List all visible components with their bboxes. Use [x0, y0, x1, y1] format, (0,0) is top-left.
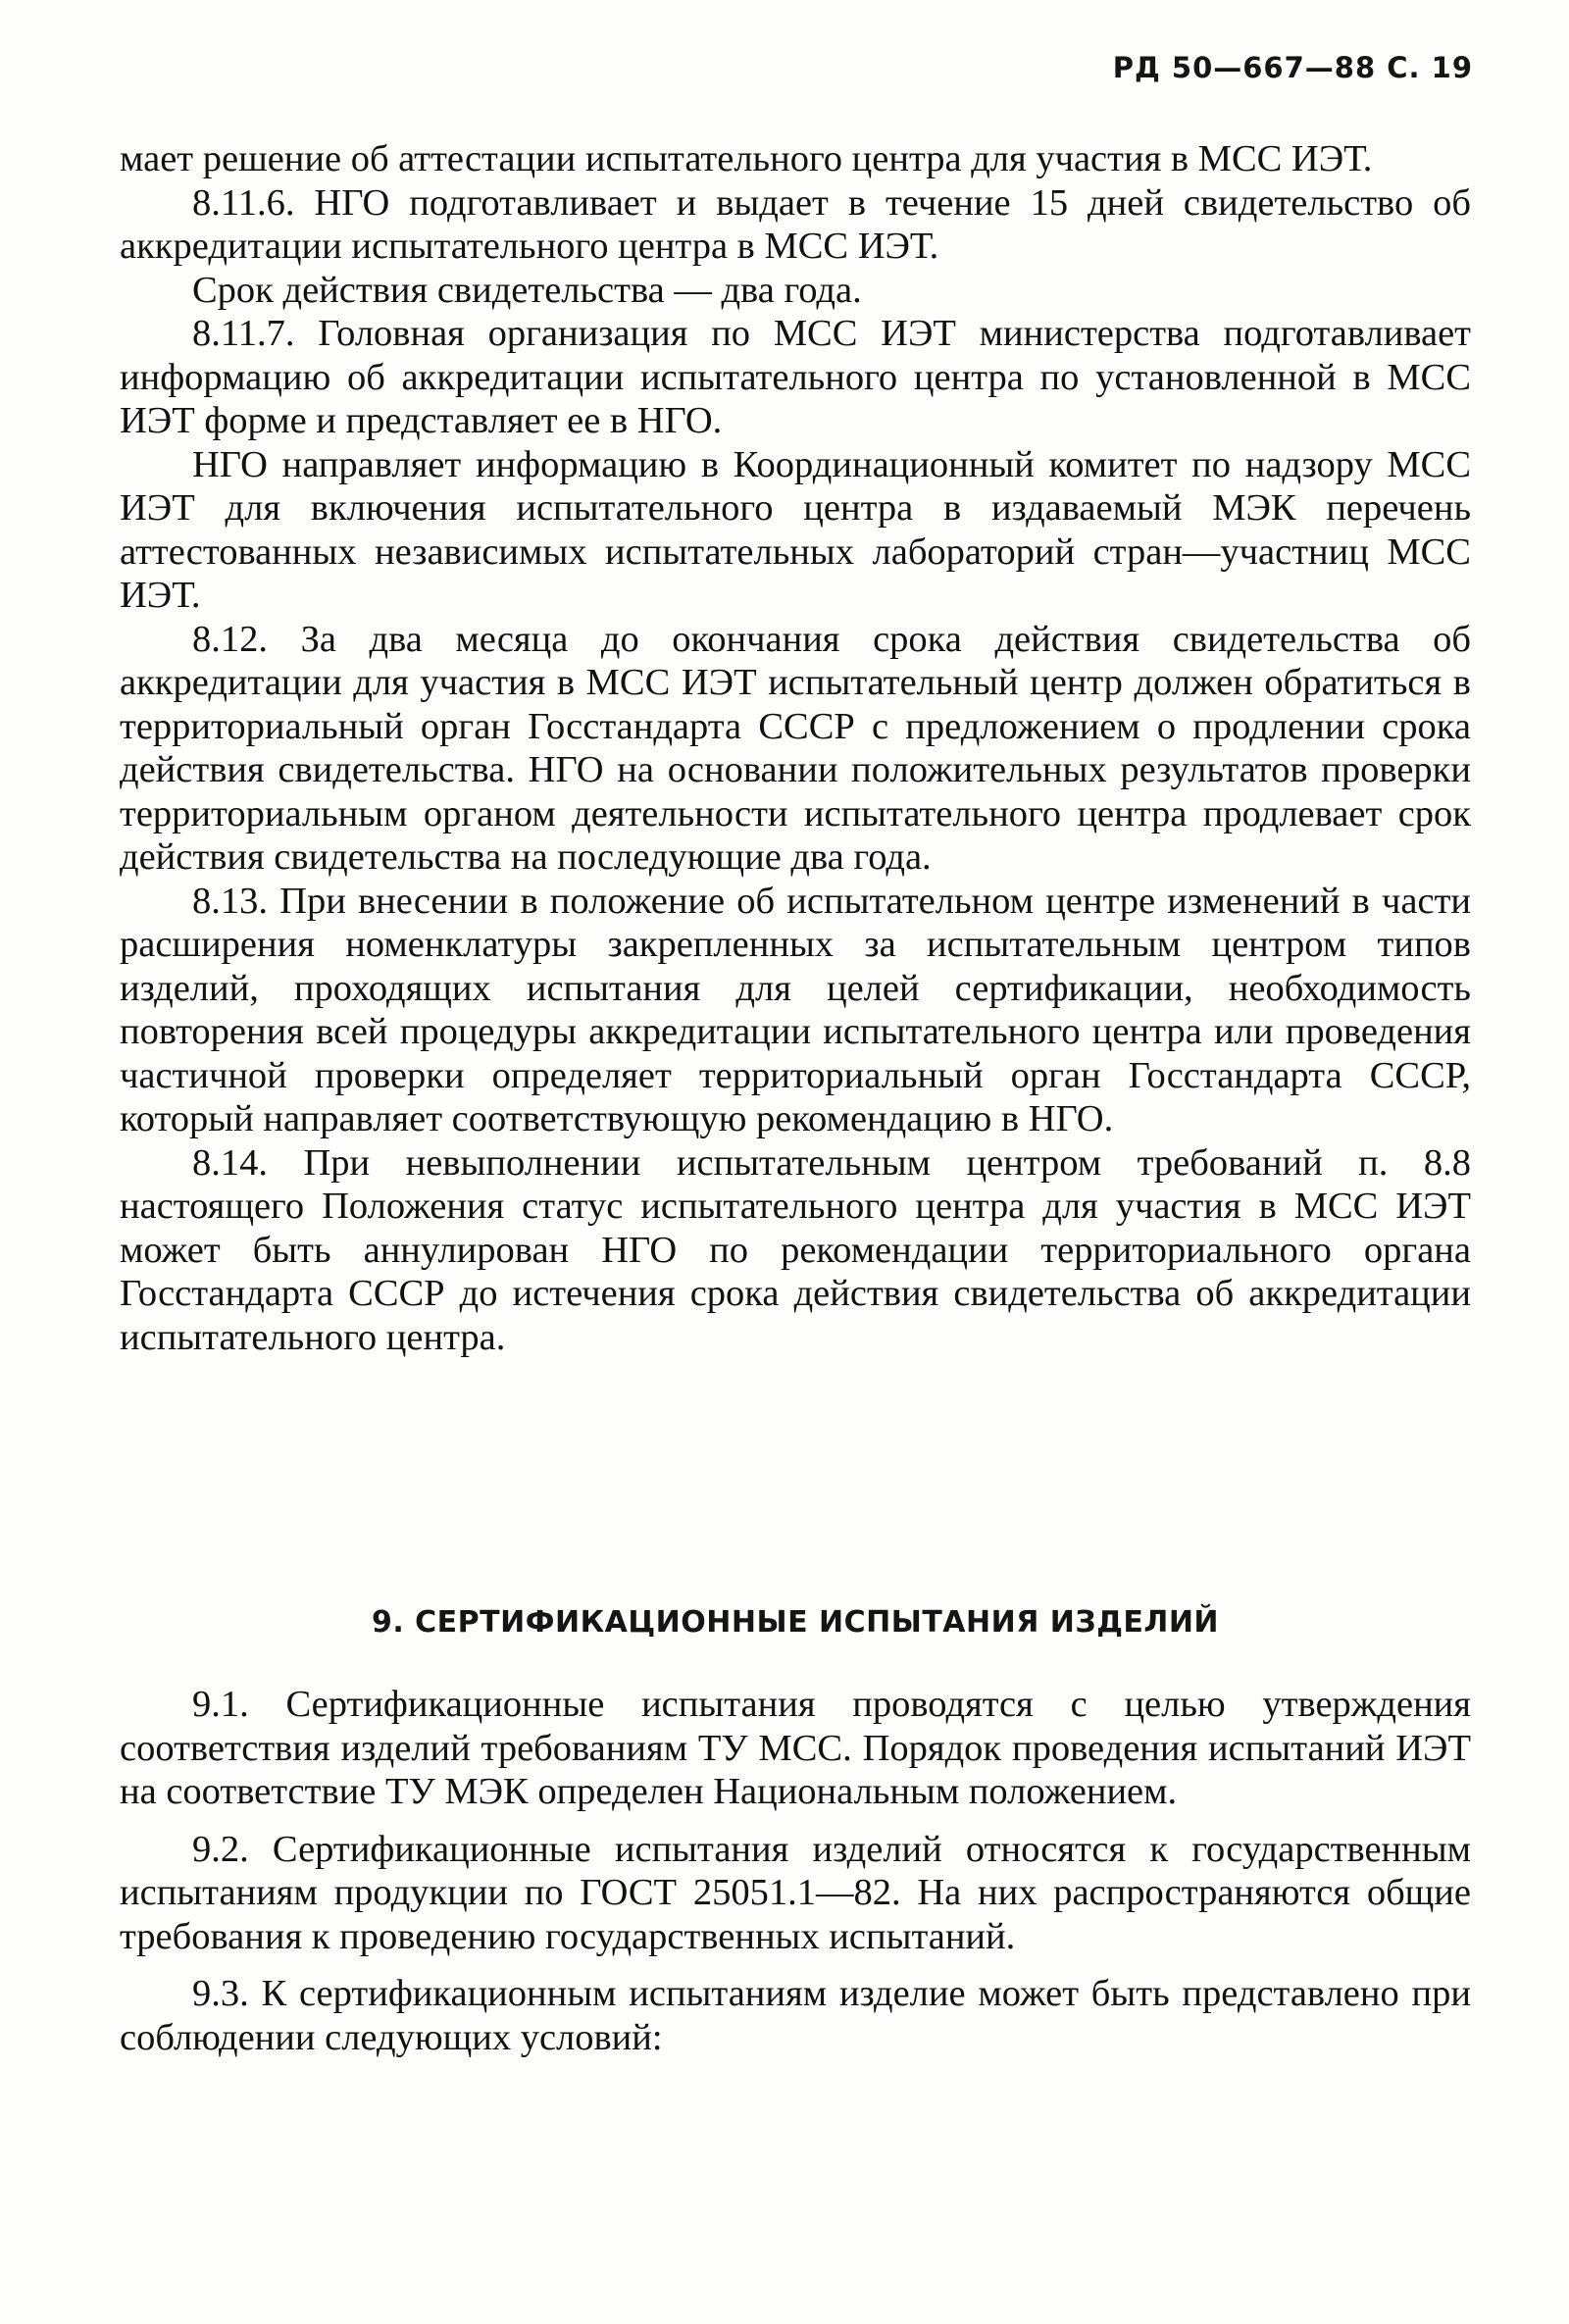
paragraph-8-11-6: 8.11.6. НГО подготавливает и выдает в течение 15 дней свидетельство об аккредитации испытательного центра в МСС ИЭТ.	[120, 181, 1471, 267]
paragraph-continuation: мает решение об аттестации испытательного центра для участия в МСС ИЭТ.	[120, 138, 1373, 179]
paragraph-validity: Срок действия свидетельства — два года.	[192, 269, 862, 311]
running-header: РД 50—667—88 С. 19	[1112, 51, 1473, 84]
paragraph-8-12: 8.12. За два месяца до окончания срока действия свидетельства об аккредитации для участия в МСС ИЭТ испытательный центр должен обратиться в территориальный орган Госстандарта СССР с предложением о продлении срока действия свидетельства. НГО на основании положительных результатов проверки территориальным органом деятельности испытательного центра продлевает срок действия свидетельства на последующие два года.	[120, 618, 1471, 878]
section-heading: 9. СЕРТИФИКАЦИОННЫЕ ИСПЫТАНИЯ ИЗДЕЛИЙ	[371, 1605, 1220, 1640]
section-9-text-block	[120, 1683, 1471, 2059]
paragraph-8-14: 8.14. При невыполнении испытательным центром требований п. 8.8 настоящего Положения статус испытательного центра для участия в МСС ИЭТ может быть аннулирован НГО по рекомендации территориального органа Госстандарта СССР до истечения срока действия свидетельства об аккредитации испытательного центра.	[120, 1141, 1471, 1358]
paragraph-9-1: 9.1. Сертификационные испытания проводятся с целью утверждения соответствия изделий требованиям ТУ МСС. Порядок проведения испытаний ИЭТ на соответствие ТУ МЭК определен Национальным положением.	[120, 1684, 1471, 1812]
paragraph-8-13: 8.13. При внесении в положение об испытательном центре изменений в части расширения номенклатуры закрепленных за испытательным центром типов изделий, проходящих испытания для целей сертификации, необходимость повторения всей процедуры аккредитации испытательного центра или проведения частичной проверки определяет территориальный орган Госстандарта СССР, который направляет соответствующую рекомендацию в НГО.	[120, 880, 1471, 1139]
paragraph-9-2: 9.2. Сертификационные испытания изделий относятся к государственным испытаниям продукции по ГОСТ 25051.1—82. На них распространяются общие требования к проведению государственных испытаний.	[120, 1828, 1471, 1957]
body-text-block	[120, 137, 1471, 1359]
paragraph-ngo-info: НГО направляет информацию в Координационный комитет по надзору МСС ИЭТ для включения испытательного центра в издаваемый МЭК перечень аттестованных независимых испытательных лабораторий стран—участниц МСС ИЭТ.	[120, 443, 1471, 616]
paragraph-8-11-7: 8.11.7. Головная организация по МСС ИЭТ министерства подготавливает информацию об аккредитации испытательного центра по установленной в МСС ИЭТ форме и представляет ее в НГО.	[120, 313, 1471, 441]
paragraph-9-3: 9.3. К сертификационным испытаниям изделие может быть представлено при соблюдении следующих условий:	[120, 1973, 1471, 2058]
